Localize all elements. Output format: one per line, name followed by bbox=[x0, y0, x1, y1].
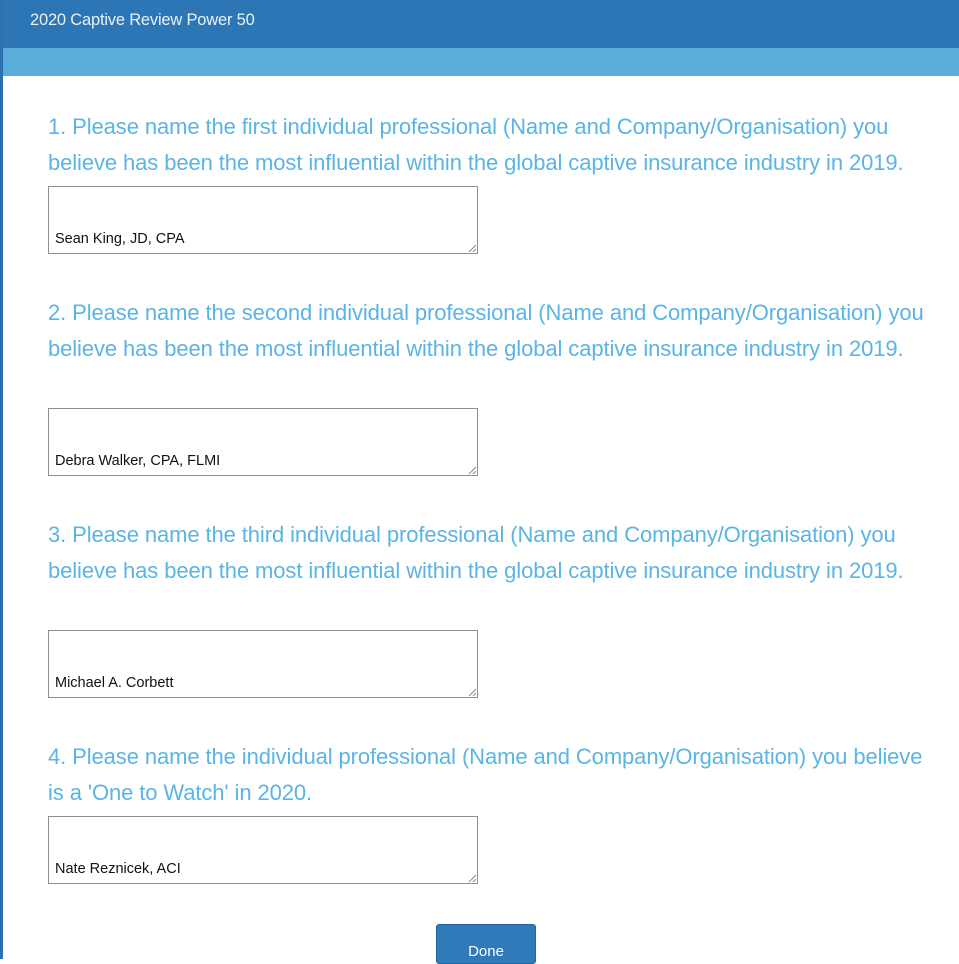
answer-2-textarea[interactable] bbox=[48, 408, 478, 476]
question-2-label: 2. Please name the second individual professional (Name and Company/Organisation) you believe has been the most influential within the global captive insurance industry in 2019. bbox=[48, 300, 924, 361]
answer-1-textarea[interactable] bbox=[48, 186, 478, 254]
header-stripe bbox=[3, 48, 959, 76]
done-button[interactable]: Done bbox=[436, 924, 536, 964]
answer-3-textarea[interactable] bbox=[48, 630, 478, 698]
answer-4-textarea[interactable] bbox=[48, 816, 478, 884]
window-title: 2020 Captive Review Power 50 bbox=[30, 11, 255, 29]
resize-handle-icon[interactable] bbox=[468, 688, 476, 696]
answer-2-line-1: Debra Walker, CPA, FLMI bbox=[55, 453, 221, 469]
resize-handle-icon[interactable] bbox=[468, 466, 476, 474]
title-bar bbox=[3, 0, 959, 48]
resize-handle-icon[interactable] bbox=[468, 874, 476, 882]
answer-4-line-1: Nate Reznicek, ACI bbox=[55, 861, 181, 877]
resize-handle-icon[interactable] bbox=[468, 244, 476, 252]
answer-3-line-1: Michael A. Corbett bbox=[55, 675, 174, 691]
answer-1-line-1: Sean King, JD, CPA bbox=[55, 231, 185, 247]
question-3-label: 3. Please name the third individual professional (Name and Company/Organisation) you believe has been the most influential within the global captive insurance industry in 2019. bbox=[48, 522, 904, 583]
question-1-label: 1. Please name the first individual professional (Name and Company/Organisation) you believe has been the most influential within the global captive insurance industry in 2019. bbox=[48, 114, 904, 175]
question-4-label: 4. Please name the individual professional (Name and Company/Organisation) you believe is a 'One to Watch' in 2020. bbox=[48, 744, 923, 805]
